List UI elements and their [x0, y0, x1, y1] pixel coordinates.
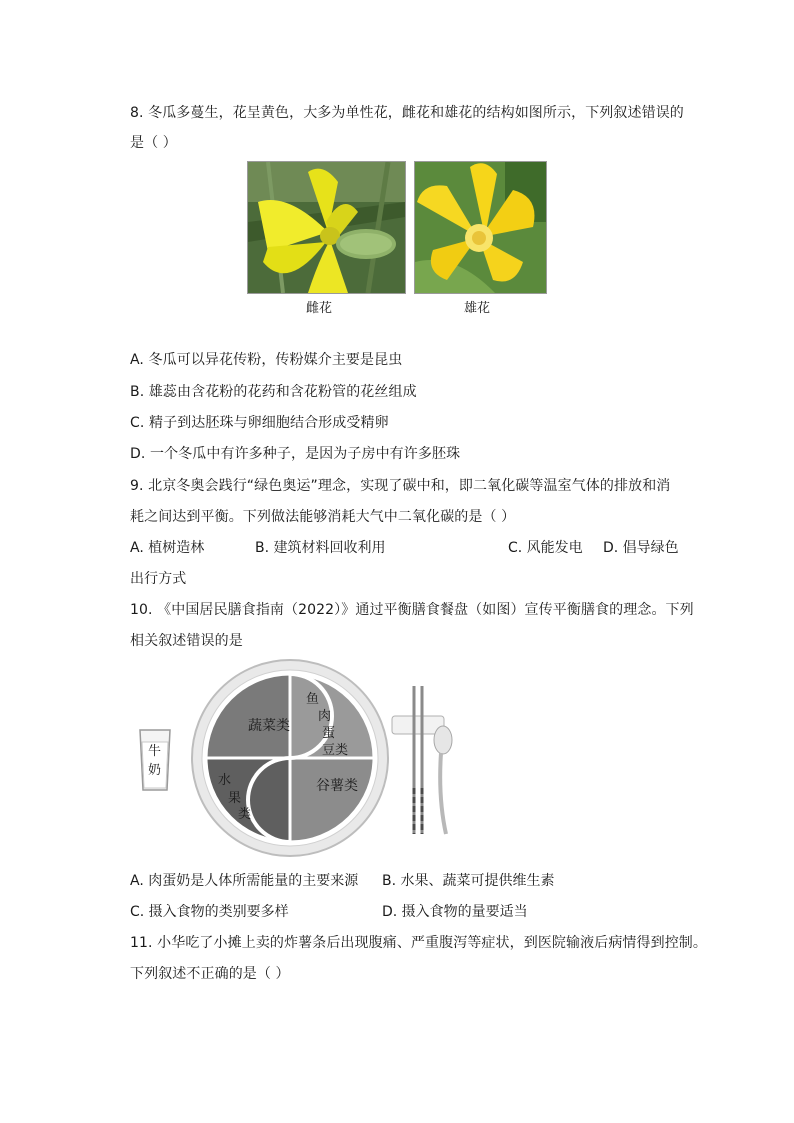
chopsticks-spoon-icon — [392, 686, 452, 834]
q8-stem-line1: 8. 冬瓜多蔓生，花呈黄色，大多为单性花，雌花和雄花的结构如图所示，下列叙述错误的 — [130, 105, 684, 121]
q8-option-b: B. 雄蕊由含花粉的花药和含花粉管的花丝组成 — [130, 384, 417, 400]
q11-stem-line2: 下列叙述不正确的是（ ） — [130, 966, 290, 982]
label-fruits-1: 水 — [218, 773, 232, 788]
balanced-diet-plate-figure — [130, 658, 470, 858]
label-protein-4: 豆类 — [322, 743, 349, 758]
female-flower-image — [248, 162, 405, 293]
label-protein-2: 肉 — [318, 709, 332, 724]
male-flower-caption: 雄花 — [463, 301, 490, 316]
label-protein-3: 蛋 — [322, 726, 336, 741]
q10-option-d: D. 摄入食物的量要适当 — [382, 904, 528, 920]
q8-stem-line2: 是（ ） — [130, 135, 177, 151]
q9-stem-line2: 耗之间达到平衡。下列做法能够消耗大气中二氧化碳的是（ ） — [130, 509, 516, 525]
q9-option-d-continued: 出行方式 — [130, 571, 187, 587]
female-flower-photo — [247, 161, 406, 294]
q9-option-b: B. 建筑材料回收利用 — [255, 540, 386, 556]
plate-segment-grains — [290, 758, 374, 842]
q9-option-c: C. 风能发电 — [508, 540, 583, 556]
q10-option-a: A. 肉蛋奶是人体所需能量的主要来源 — [130, 873, 359, 889]
female-flower-caption: 雌花 — [305, 301, 332, 316]
male-flower-photo — [414, 161, 547, 294]
label-protein-1: 鱼 — [306, 692, 320, 707]
milk-glass-icon — [140, 730, 170, 790]
q11-stem-line1: 11. 小华吃了小摊上卖的炸薯条后出现腹痛、严重腹泻等症状，到医院输液后病情得到控制。 — [130, 935, 708, 951]
q10-option-c: C. 摄入食物的类别要多样 — [130, 904, 289, 920]
label-fruits-3: 类 — [238, 807, 252, 822]
male-flower-image — [415, 162, 546, 293]
q10-stem-line1: 10. 《中国居民膳食指南（2022）》通过平衡膳食餐盘（如图）宣传平衡膳食的理念。下列 — [130, 602, 694, 618]
q9-option-a: A. 植树造林 — [130, 540, 205, 556]
plate-segment-vegetables — [206, 674, 290, 758]
label-vegetables: 蔬菜类 — [248, 718, 290, 734]
q8-option-d: D. 一个冬瓜中有许多种子，是因为子房中有许多胚珠 — [130, 446, 461, 462]
label-milk-1: 牛 — [148, 744, 162, 759]
label-milk-2: 奶 — [148, 763, 162, 778]
q8-option-a: A. 冬瓜可以异花传粉，传粉媒介主要是昆虫 — [130, 352, 403, 368]
label-grains: 谷薯类 — [316, 778, 358, 794]
q10-stem-line2: 相关叙述错误的是 — [130, 633, 243, 649]
q9-option-d: D. 倡导绿色 — [603, 540, 679, 556]
label-fruits-2: 果 — [228, 791, 242, 806]
q10-option-b: B. 水果、蔬菜可提供维生素 — [382, 873, 555, 889]
q8-option-c: C. 精子到达胚珠与卵细胞结合形成受精卵 — [130, 415, 389, 431]
q9-stem-line1: 9. 北京冬奥会践行“绿色奥运”理念，实现了碳中和，即二氧化碳等温室气体的排放和消 — [130, 478, 671, 494]
